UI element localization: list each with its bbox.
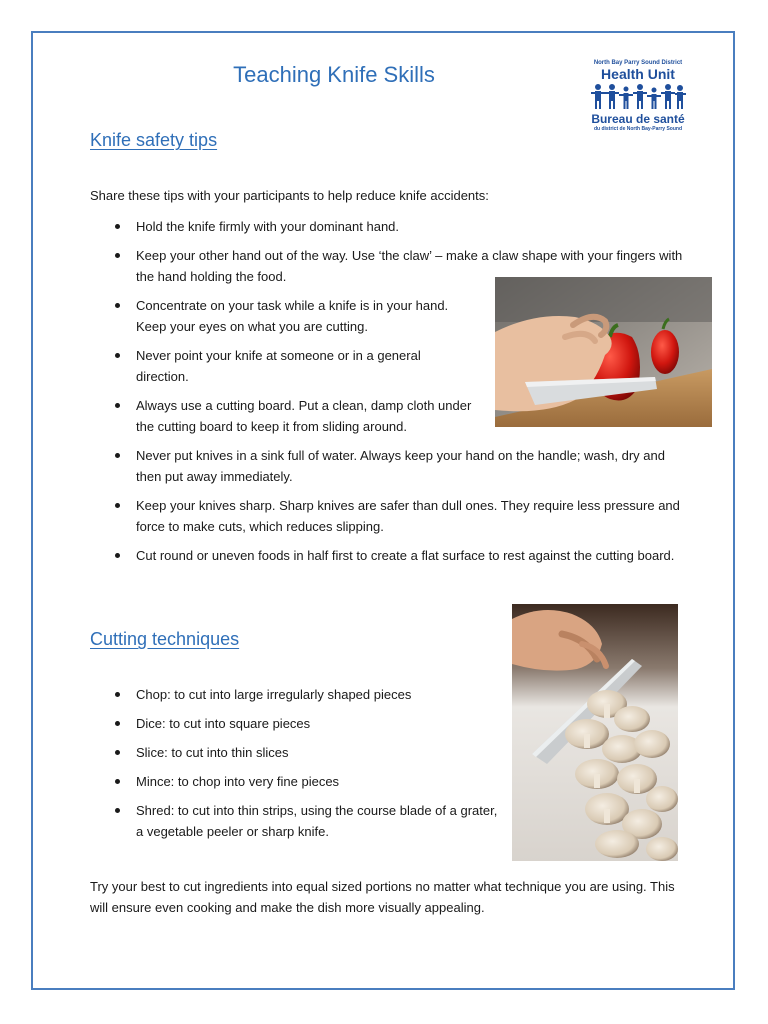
logo-health-unit-text: Health Unit: [601, 66, 675, 82]
list-item: Hold the knife firmly with your dominant hand.: [90, 216, 690, 237]
list-item: Never point your knife at someone or in a general direction.: [90, 345, 474, 387]
knife-safety-heading: Knife safety tips: [90, 130, 218, 150]
mushroom-slicing-photo: [512, 604, 678, 861]
list-item: Mince: to chop into very fine pieces: [90, 771, 500, 792]
list-item: Never put knives in a sink full of water. Always keep your hand on the handle; wash, dry and then put away immediately.: [90, 445, 690, 487]
techniques-list: [90, 684, 500, 850]
list-item: Dice: to cut into square pieces: [90, 713, 500, 734]
document-title: Teaching Knife Skills: [233, 62, 435, 87]
cutting-techniques-heading: Cutting techniques: [90, 629, 240, 649]
list-item: Cut round or uneven foods in half first to create a flat surface to rest against the cutting board.: [90, 545, 690, 566]
people-icon: [590, 83, 686, 111]
list-item: Slice: to cut into thin slices: [90, 742, 500, 763]
logo-bureau-text: Bureau de santé: [591, 112, 685, 126]
logo-district-text: North Bay Parry Sound District: [593, 60, 683, 66]
list-item: Keep your knives sharp. Sharp knives are safer than dull ones. They require less pressure and force to make cuts, which reduces slipping.: [90, 495, 690, 537]
safety-intro: Share these tips with your participants to help reduce knife accidents:: [90, 188, 489, 203]
list-item: Chop: to cut into large irregularly shaped pieces: [90, 684, 500, 705]
logo-district-fr-text: du district de North Bay-Parry Sound: [593, 126, 683, 132]
closing-paragraph: Try your best to cut ingredients into equal sized portions no matter what technique you are using. This will ensure even cooking and make the dish more visually appealing.: [90, 879, 675, 915]
list-item: Always use a cutting board. Put a clean, damp cloth under the cutting board to keep it from sliding around.: [90, 395, 474, 437]
list-item: Keep your other hand out of the way. Use ‘the claw’ – make a claw shape with your fingers with the hand holding the food.: [90, 245, 690, 287]
health-unit-logo: [588, 60, 688, 144]
pepper-cutting-photo: [495, 277, 712, 427]
list-item: Concentrate on your task while a knife is in your hand. Keep your eyes on what you are cutting.: [90, 295, 474, 337]
list-item: Shred: to cut into thin strips, using the course blade of a grater, a vegetable peeler or sharp knife.: [90, 800, 500, 842]
